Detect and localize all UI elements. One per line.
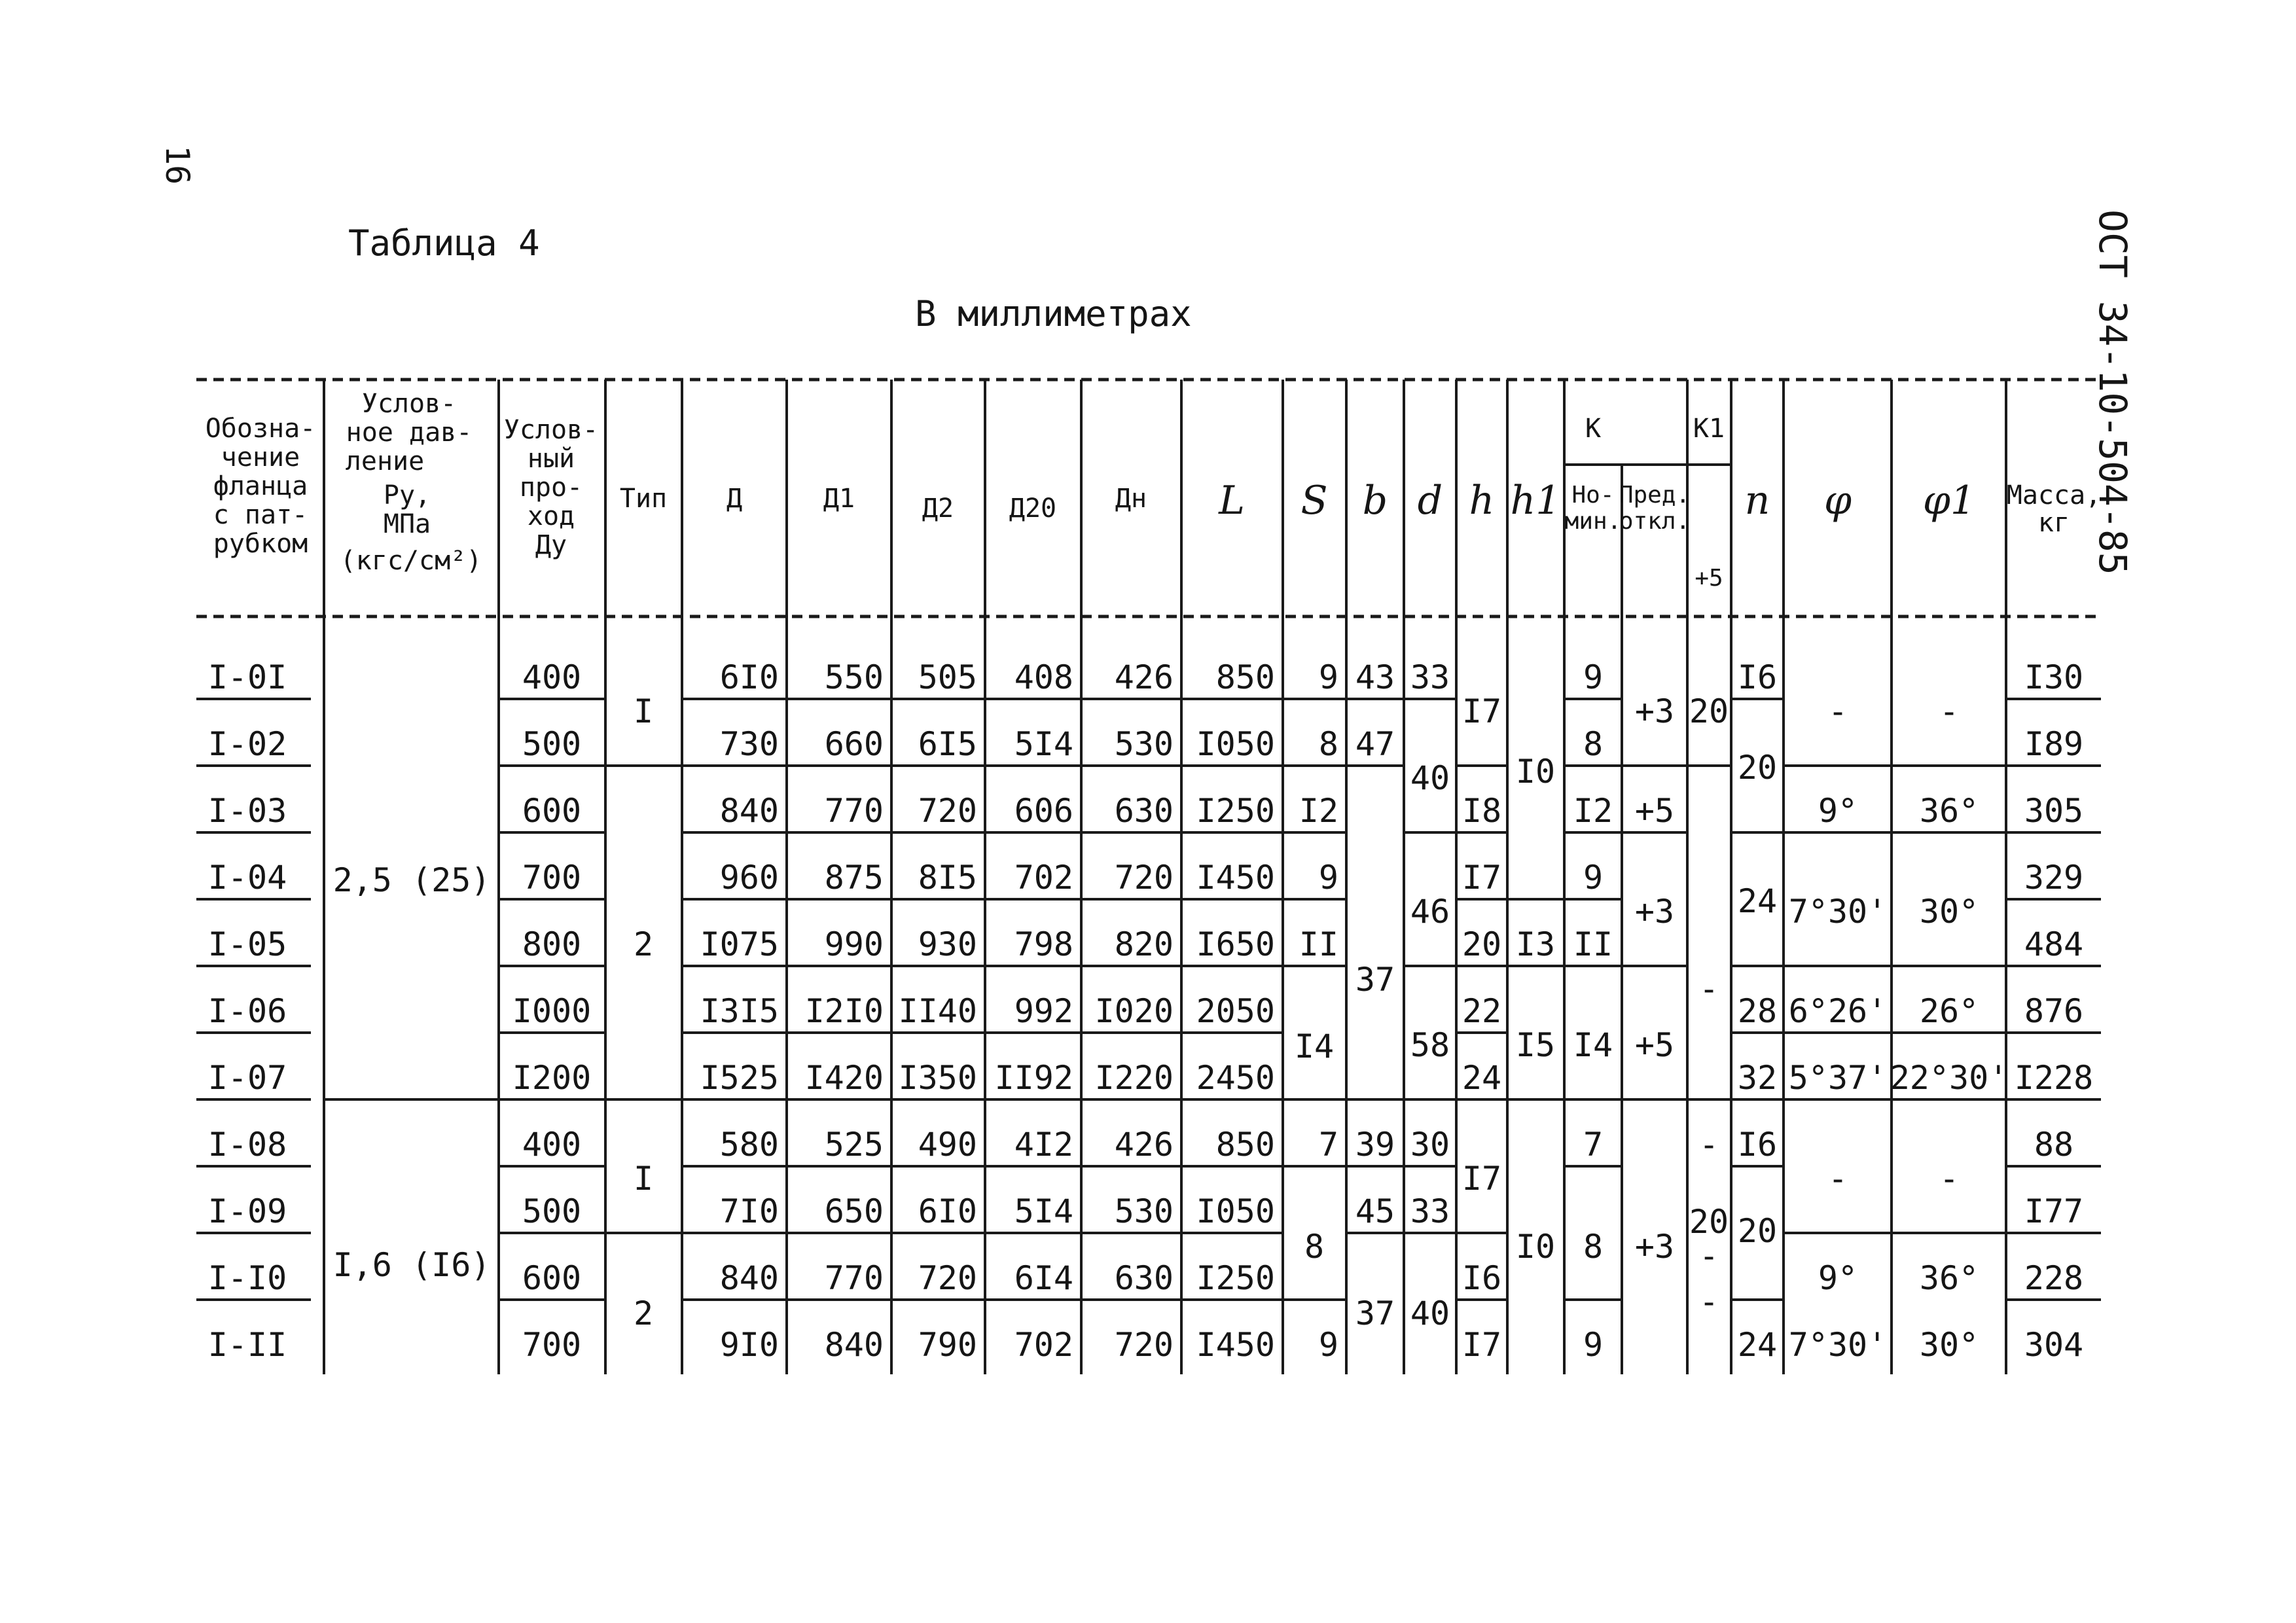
cell-L: I250 [1196,1259,1275,1297]
hdr-passage-1: Услов- [503,415,599,445]
cell-D20: 702 [1014,1326,1073,1364]
table-row [208,658,2083,696]
cell-d: 33 [1410,1192,1450,1230]
cell-D: 9I0 [719,1326,779,1364]
table-row [208,725,2083,763]
table-row [208,1326,2083,1364]
hdr-K: K [1585,414,1602,444]
cell-L: I450 [1196,1326,1275,1364]
cell-code: I-0I [207,658,287,696]
cell-L: I450 [1196,859,1275,897]
cell-Dn: 720 [1114,859,1174,897]
merged-K-6-7: I4 [1573,1026,1613,1064]
hdr-h1: h1 [1510,478,1561,524]
cell-s: II [1299,925,1338,963]
table-body [208,658,2093,1364]
cell-D: I3I5 [700,992,779,1030]
merged-K-tol-6-7: +5 [1634,1026,1675,1064]
hdr-Dn: Дн [1115,484,1147,514]
hdr-D1: Д1 [823,484,855,514]
cell-code: I-09 [207,1192,287,1230]
merged-h-8-9: I7 [1462,1160,1502,1198]
hdr-pressure-3: ление [345,446,425,476]
hdr-b: b [1362,478,1388,524]
cell-D20: 798 [1014,925,1073,963]
cell-mass: I30 [2024,658,2084,696]
merged-b-3-7: 37 [1355,961,1395,999]
merged-K-tol-1-2: +3 [1634,692,1675,730]
cell-D1: 550 [824,658,884,696]
cell-phi1: 22°30' [1890,1059,2009,1097]
hdr-designation-5: рубком [213,529,308,559]
cell-phi1: 36° [1919,1259,1979,1297]
cell-b: 47 [1355,725,1395,763]
cell-code: I-06 [207,992,287,1030]
cell-D2: 930 [918,925,977,963]
cell-code: I-04 [207,859,287,897]
cell-n: 24 [1737,1326,1778,1364]
cell-K: 9 [1583,1326,1604,1364]
hdr-passage-2: ный [527,444,575,474]
cell-h: 20 [1462,925,1502,963]
cell-D20: 5I4 [1014,1192,1073,1230]
hdr-passage-5: Ду [535,530,567,560]
cell-D20: 702 [1014,859,1073,897]
cell-phi1: 26° [1919,992,1979,1030]
cell-D20: II92 [994,1059,1073,1097]
cell-code: I-07 [207,1059,287,1097]
cell-n: 32 [1737,1059,1778,1097]
hdr-h: h [1469,478,1495,524]
cell-D1: 525 [824,1126,884,1164]
cell-Dn: 426 [1114,1126,1174,1164]
cell-mass: 876 [2024,992,2084,1030]
merged-d-2-3: 40 [1410,759,1450,797]
cell-code: I-05 [207,925,287,963]
cell-phi1: 30° [1919,1326,1979,1364]
merged-K-tol-4-5: +3 [1634,893,1675,931]
hdr-pressure-6: (кгс/см²) [340,546,482,576]
merged-phi1-4-5: 30° [1919,893,1979,931]
cell-du: I200 [512,1059,592,1097]
cell-D: 7I0 [719,1192,779,1230]
merged-phi-4-5: 7°30' [1788,893,1888,931]
cell-D: 840 [719,792,779,830]
cell-Dn: 630 [1114,1259,1174,1297]
merged-n-row-1: I6 [1737,658,1778,696]
cell-K: II [1573,925,1613,963]
cell-K: 9 [1583,658,1604,696]
hdr-D: Д [726,484,743,514]
cell-h: I7 [1462,1326,1502,1364]
cell-D1: 660 [824,725,884,763]
merged-h1-upper: I0 [1515,753,1556,791]
merged-phi1-8-9: - [1939,1160,1960,1198]
cell-D: I525 [700,1059,779,1097]
cell-D: 730 [719,725,779,763]
cell-b: 43 [1355,658,1395,696]
cell-L: 2450 [1196,1059,1275,1097]
cell-K: 8 [1583,725,1604,763]
table-title: Таблица 4 [348,223,540,264]
cell-D1: 650 [824,1192,884,1230]
hdr-designation-1: Обозна- [205,414,316,444]
cell-K-tol: +5 [1634,792,1675,830]
cell-s: 7 [1318,1126,1338,1164]
hdr-passage-3: про- [519,473,583,503]
cell-phi: 5°37' [1788,1059,1888,1097]
merged-n-4-5: 24 [1737,882,1778,920]
cell-D1: 875 [824,859,884,897]
cell-phi: 6°26' [1788,992,1888,1030]
cell-L: 850 [1215,1126,1275,1164]
page-number: 16 [158,145,196,185]
merged-b-10-11: 37 [1355,1294,1395,1332]
hdr-pressure-5: МПа [383,509,431,539]
cell-D: 840 [719,1259,779,1297]
cell-D2: 6I5 [918,725,977,763]
cell-D1: 770 [824,1259,884,1297]
cell-D: I075 [700,925,779,963]
cell-Dn: I220 [1094,1059,1174,1097]
cell-D1: 990 [824,925,884,963]
cell-s: I2 [1299,792,1338,830]
cell-Dn: 630 [1114,792,1174,830]
cell-D20: 606 [1014,792,1073,830]
hdr-K-nom-1: Но- [1571,482,1615,508]
cell-L: I650 [1196,925,1275,963]
hdr-d: d [1417,478,1443,524]
hdr-K1-tol: +5 [1695,565,1723,592]
cell-h1: I3 [1515,925,1556,963]
cell-s: 9 [1318,1326,1338,1364]
merged-K1-lower: 20 [1689,1203,1729,1241]
cell-mass: 304 [2024,1326,2084,1364]
cell-D2: 6I0 [918,1192,977,1230]
cell-D: 580 [719,1126,779,1164]
cell-s: 9 [1318,658,1338,696]
cell-L: 850 [1215,658,1275,696]
hdr-K-nom-2: мин. [1564,508,1622,535]
cell-L: I050 [1196,725,1275,763]
cell-code: I-II [207,1326,287,1364]
cell-D2: I350 [898,1059,977,1097]
merged-type-3: I [633,1160,654,1198]
cell-d: 30 [1410,1126,1450,1164]
cell-D2: 720 [918,792,977,830]
cell-K: 9 [1583,859,1604,897]
cell-D: 6I0 [719,658,779,696]
cell-h: I6 [1462,1259,1502,1297]
cell-K: 7 [1583,1126,1604,1164]
merged-d-10-11: 40 [1410,1294,1450,1332]
hdr-K1: K1 [1693,414,1725,444]
cell-du: 700 [522,1326,582,1364]
cell-D1: I2I0 [804,992,884,1030]
hdr-D20: Д20 [1009,493,1057,524]
cell-D2: 720 [918,1259,977,1297]
cell-s: 9 [1318,859,1338,897]
hdr-mass-1: Масса, [2006,480,2102,510]
cell-mass: 228 [2024,1259,2084,1297]
cell-mass: I77 [2024,1192,2084,1230]
merged-s-6-7: I4 [1294,1027,1335,1065]
merged-phi-row-3: 9° [1818,792,1858,830]
cell-L: I250 [1196,792,1275,830]
cell-K: I2 [1573,792,1613,830]
table-row [208,792,2083,830]
hdr-mass-2: кг [2037,508,2070,538]
cell-D2: 490 [918,1126,977,1164]
cell-code: I-02 [207,725,287,763]
cell-h: I8 [1462,792,1502,830]
units-note: В миллиметрах [915,293,1192,334]
table-header [206,389,2102,592]
merged-pressure-group-1: 2,5 (25) [332,861,491,899]
cell-b: 45 [1355,1192,1395,1230]
merged-pressure-group-2: I,6 (I6) [332,1246,491,1284]
cell-du: I000 [512,992,592,1030]
table-row [208,992,2083,1030]
merged-d-row-1: 33 [1410,658,1450,696]
cell-mass: 305 [2024,792,2084,830]
table-row [208,1126,2073,1164]
cell-code: I-03 [207,792,287,830]
cell-D1: 770 [824,792,884,830]
cell-mass: 484 [2024,925,2084,963]
cell-h: 24 [1462,1059,1502,1097]
hdr-phi: φ [1823,478,1852,524]
merged-phi-1-2: - [1827,692,1848,730]
hdr-designation-2: чение [221,442,300,473]
hdr-K-tol-1: Пред. [1619,482,1691,508]
cell-L: I050 [1196,1192,1275,1230]
merged-h-1-2: I7 [1462,692,1502,730]
cell-D20: 6I4 [1014,1259,1073,1297]
merged-K1-dash-c: - [1698,1283,1719,1321]
merged-h1-lower: I0 [1515,1228,1556,1266]
cell-D2: 505 [918,658,977,696]
table-row [208,925,2083,963]
hdr-n: n [1744,478,1770,524]
cell-du: 400 [522,658,582,696]
hdr-K-tol-2: откл. [1619,508,1691,535]
cell-D2: II40 [898,992,977,1030]
cell-Dn: 530 [1114,725,1174,763]
merged-K1-dash-b: - [1698,1237,1719,1275]
cell-D20: 4I2 [1014,1126,1073,1164]
cell-D20: 408 [1014,658,1073,696]
cell-Dn: 820 [1114,925,1174,963]
cell-L: 2050 [1196,992,1275,1030]
merged-d-6-7: 58 [1410,1026,1450,1064]
cell-D1: I420 [804,1059,884,1097]
merged-s-9-10: 8 [1304,1228,1325,1266]
cell-mass: 329 [2024,859,2084,897]
merged-phi1-1-2: - [1939,692,1960,730]
hdr-L: L [1219,478,1245,524]
merged-phi1-row-3: 36° [1919,792,1979,830]
merged-n-9-10: 20 [1737,1212,1778,1250]
cell-du: 700 [522,859,582,897]
cell-Dn: 426 [1114,658,1174,696]
cell-K1: - [1698,1126,1719,1164]
cell-mass: 88 [2034,1126,2074,1164]
hdr-pressure-2: ное дав- [346,418,473,448]
cell-D2: 8I5 [918,859,977,897]
cell-phi: 7°30' [1788,1326,1888,1364]
cell-du: 400 [522,1126,582,1164]
merged-n-2-3: 20 [1737,749,1778,787]
merged-K-9-10: 8 [1583,1228,1604,1266]
cell-code: I-I0 [207,1259,287,1297]
cell-Dn: 530 [1114,1192,1174,1230]
hdr-designation-3: фланца [213,471,308,501]
cell-D20: 5I4 [1014,725,1073,763]
hdr-designation-4: с пат- [213,500,308,530]
hdr-s: S [1300,478,1328,524]
cell-D2: 790 [918,1326,977,1364]
hdr-D2: Д2 [922,493,954,524]
merged-d-4-5: 46 [1410,893,1450,931]
cell-h: 22 [1462,992,1502,1030]
merged-type-4: 2 [633,1294,654,1332]
cell-n: I6 [1737,1126,1778,1164]
cell-mass: I228 [2014,1059,2094,1097]
merged-type-1: I [633,692,654,730]
cell-du: 800 [522,925,582,963]
cell-D20: 992 [1014,992,1073,1030]
cell-b: 39 [1355,1126,1395,1164]
cell-D1: 840 [824,1326,884,1364]
cell-h: I7 [1462,859,1502,897]
cell-code: I-08 [207,1126,287,1164]
table-row [208,1059,2093,1097]
hdr-type: Тип [619,484,668,514]
document-code: ОСТ 34-10-504-85 [2090,209,2135,575]
hdr-passage-4: ход [527,501,575,531]
merged-type-2: 2 [633,925,654,963]
cell-du: 500 [522,725,582,763]
merged-K-tol-lower: +3 [1634,1228,1675,1266]
cell-n: 28 [1737,992,1778,1030]
hdr-phi1: φ1 [1922,478,1976,524]
cell-du: 600 [522,792,582,830]
cell-phi: 9° [1818,1259,1858,1297]
cell-du: 600 [522,1259,582,1297]
cell-s: 8 [1318,725,1338,763]
cell-D: 960 [719,859,779,897]
table-row [208,1192,2083,1230]
hdr-pressure-1: Услов- [361,389,457,419]
cell-Dn: I020 [1094,992,1174,1030]
cell-mass: I89 [2024,725,2084,763]
cell-Dn: 720 [1114,1326,1174,1364]
merged-h1-6-7: I5 [1515,1026,1556,1064]
merged-K1-dash-a: - [1698,970,1719,1008]
cell-du: 500 [522,1192,582,1230]
merged-phi-8-9: - [1827,1160,1848,1198]
hdr-pressure-4: Ру, [383,480,431,510]
merged-K1-upper: 20 [1689,692,1729,730]
